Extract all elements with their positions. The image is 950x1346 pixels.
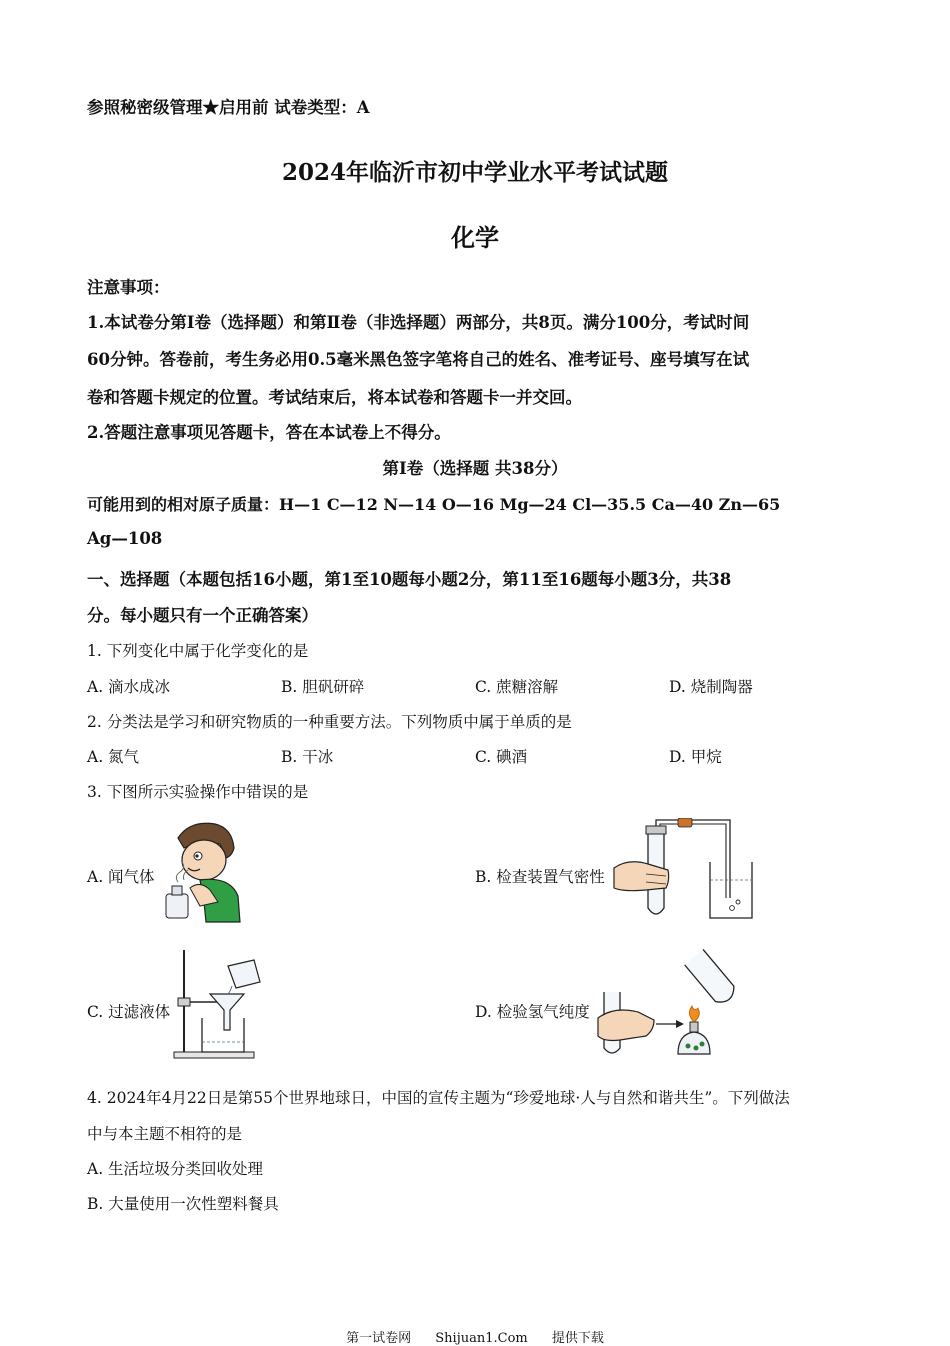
q1-option-a: A. 滴水成冰 bbox=[87, 678, 171, 696]
secret-level-line: 参照秘密级管理★启用前 试卷类型：A bbox=[87, 98, 370, 117]
footer-note: 提供下载 bbox=[551, 1331, 604, 1346]
question-1-stem: 1. 下列变化中属于化学变化的是 bbox=[87, 642, 309, 660]
question-2-stem: 2. 分类法是学习和研究物质的一种重要方法。下列物质中属于单质的是 bbox=[87, 713, 572, 731]
notice-line-4: 2.答题注意事项见答题卡，答在本试卷上不得分。 bbox=[87, 423, 451, 442]
question-3-stem: 3. 下图所示实验操作中错误的是 bbox=[87, 783, 309, 801]
footer-site-cn: 第一试卷网 bbox=[346, 1331, 412, 1346]
section-heading-line-2: 分。每小题只有一个正确答案） bbox=[87, 606, 318, 625]
q4-option-a: A. 生活垃圾分类回收处理 bbox=[87, 1160, 264, 1178]
hydrogen-purity-test-illustration bbox=[596, 944, 746, 1062]
q2-option-b: B. 干冰 bbox=[281, 748, 334, 766]
q3-option-b-label: B. 检查装置气密性 bbox=[475, 868, 605, 886]
q1-option-b: B. 胆矾研碎 bbox=[281, 678, 365, 696]
q3-option-a-label: A. 闻气体 bbox=[87, 868, 155, 886]
q3-option-c-label: C. 过滤液体 bbox=[87, 1003, 171, 1021]
atomic-mass-line-1: 可能用到的相对原子质量：H—1 C—12 N—14 O—16 Mg—24 Cl—35.5 Ca—40 Zn—65 bbox=[87, 495, 781, 514]
notice-line-2: 60分钟。答卷前，考生务必用0.5毫米黑色签字笔将自己的姓名、准考证号、座号填写在试 bbox=[87, 350, 750, 369]
question-4-stem-line-2: 中与本主题不相符的是 bbox=[87, 1125, 243, 1143]
airtightness-check-illustration bbox=[612, 818, 757, 922]
atomic-mass-line-2: Ag—108 bbox=[87, 529, 163, 548]
part1-heading: 第Ⅰ卷（选择题 共38分） bbox=[382, 459, 568, 478]
question-4-stem-line-1: 4. 2024年4月22日是第55个世界地球日，中国的宣传主题为“珍爱地球·人与自然和谐共生”。下列做法 bbox=[87, 1089, 790, 1107]
notice-line-3: 卷和答题卡规定的位置。考试结束后，将本试卷和答题卡一并交回。 bbox=[87, 388, 582, 407]
q4-option-b: B. 大量使用一次性塑料餐具 bbox=[87, 1195, 279, 1213]
subject-title: 化学 bbox=[451, 223, 499, 252]
footer-site-en[interactable]: Shijuan1.Com bbox=[435, 1331, 528, 1346]
exam-title: 2024年临沂市初中学业水平考试试题 bbox=[281, 159, 668, 186]
q2-option-d: D. 甲烷 bbox=[669, 748, 722, 766]
q1-option-c: C. 蔗糖溶解 bbox=[475, 678, 559, 696]
q1-option-d: D. 烧制陶器 bbox=[669, 678, 753, 696]
page-footer bbox=[0, 1327, 950, 1346]
filtration-illustration bbox=[172, 948, 264, 1060]
q3-option-d-label: D. 检验氢气纯度 bbox=[475, 1003, 590, 1021]
notice-line-1: 1.本试卷分第Ⅰ卷（选择题）和第Ⅱ卷（非选择题）两部分，共8页。满分100分，考试时间 bbox=[87, 313, 750, 332]
section-heading-line-1: 一、选择题（本题包括16小题，第1至10题每小题2分，第11至16题每小题3分，共38 bbox=[87, 570, 732, 589]
q2-option-a: A. 氮气 bbox=[87, 748, 140, 766]
q2-option-c: C. 碘酒 bbox=[475, 748, 528, 766]
notice-heading: 注意事项： bbox=[87, 278, 170, 297]
smelling-gas-illustration bbox=[160, 818, 242, 924]
